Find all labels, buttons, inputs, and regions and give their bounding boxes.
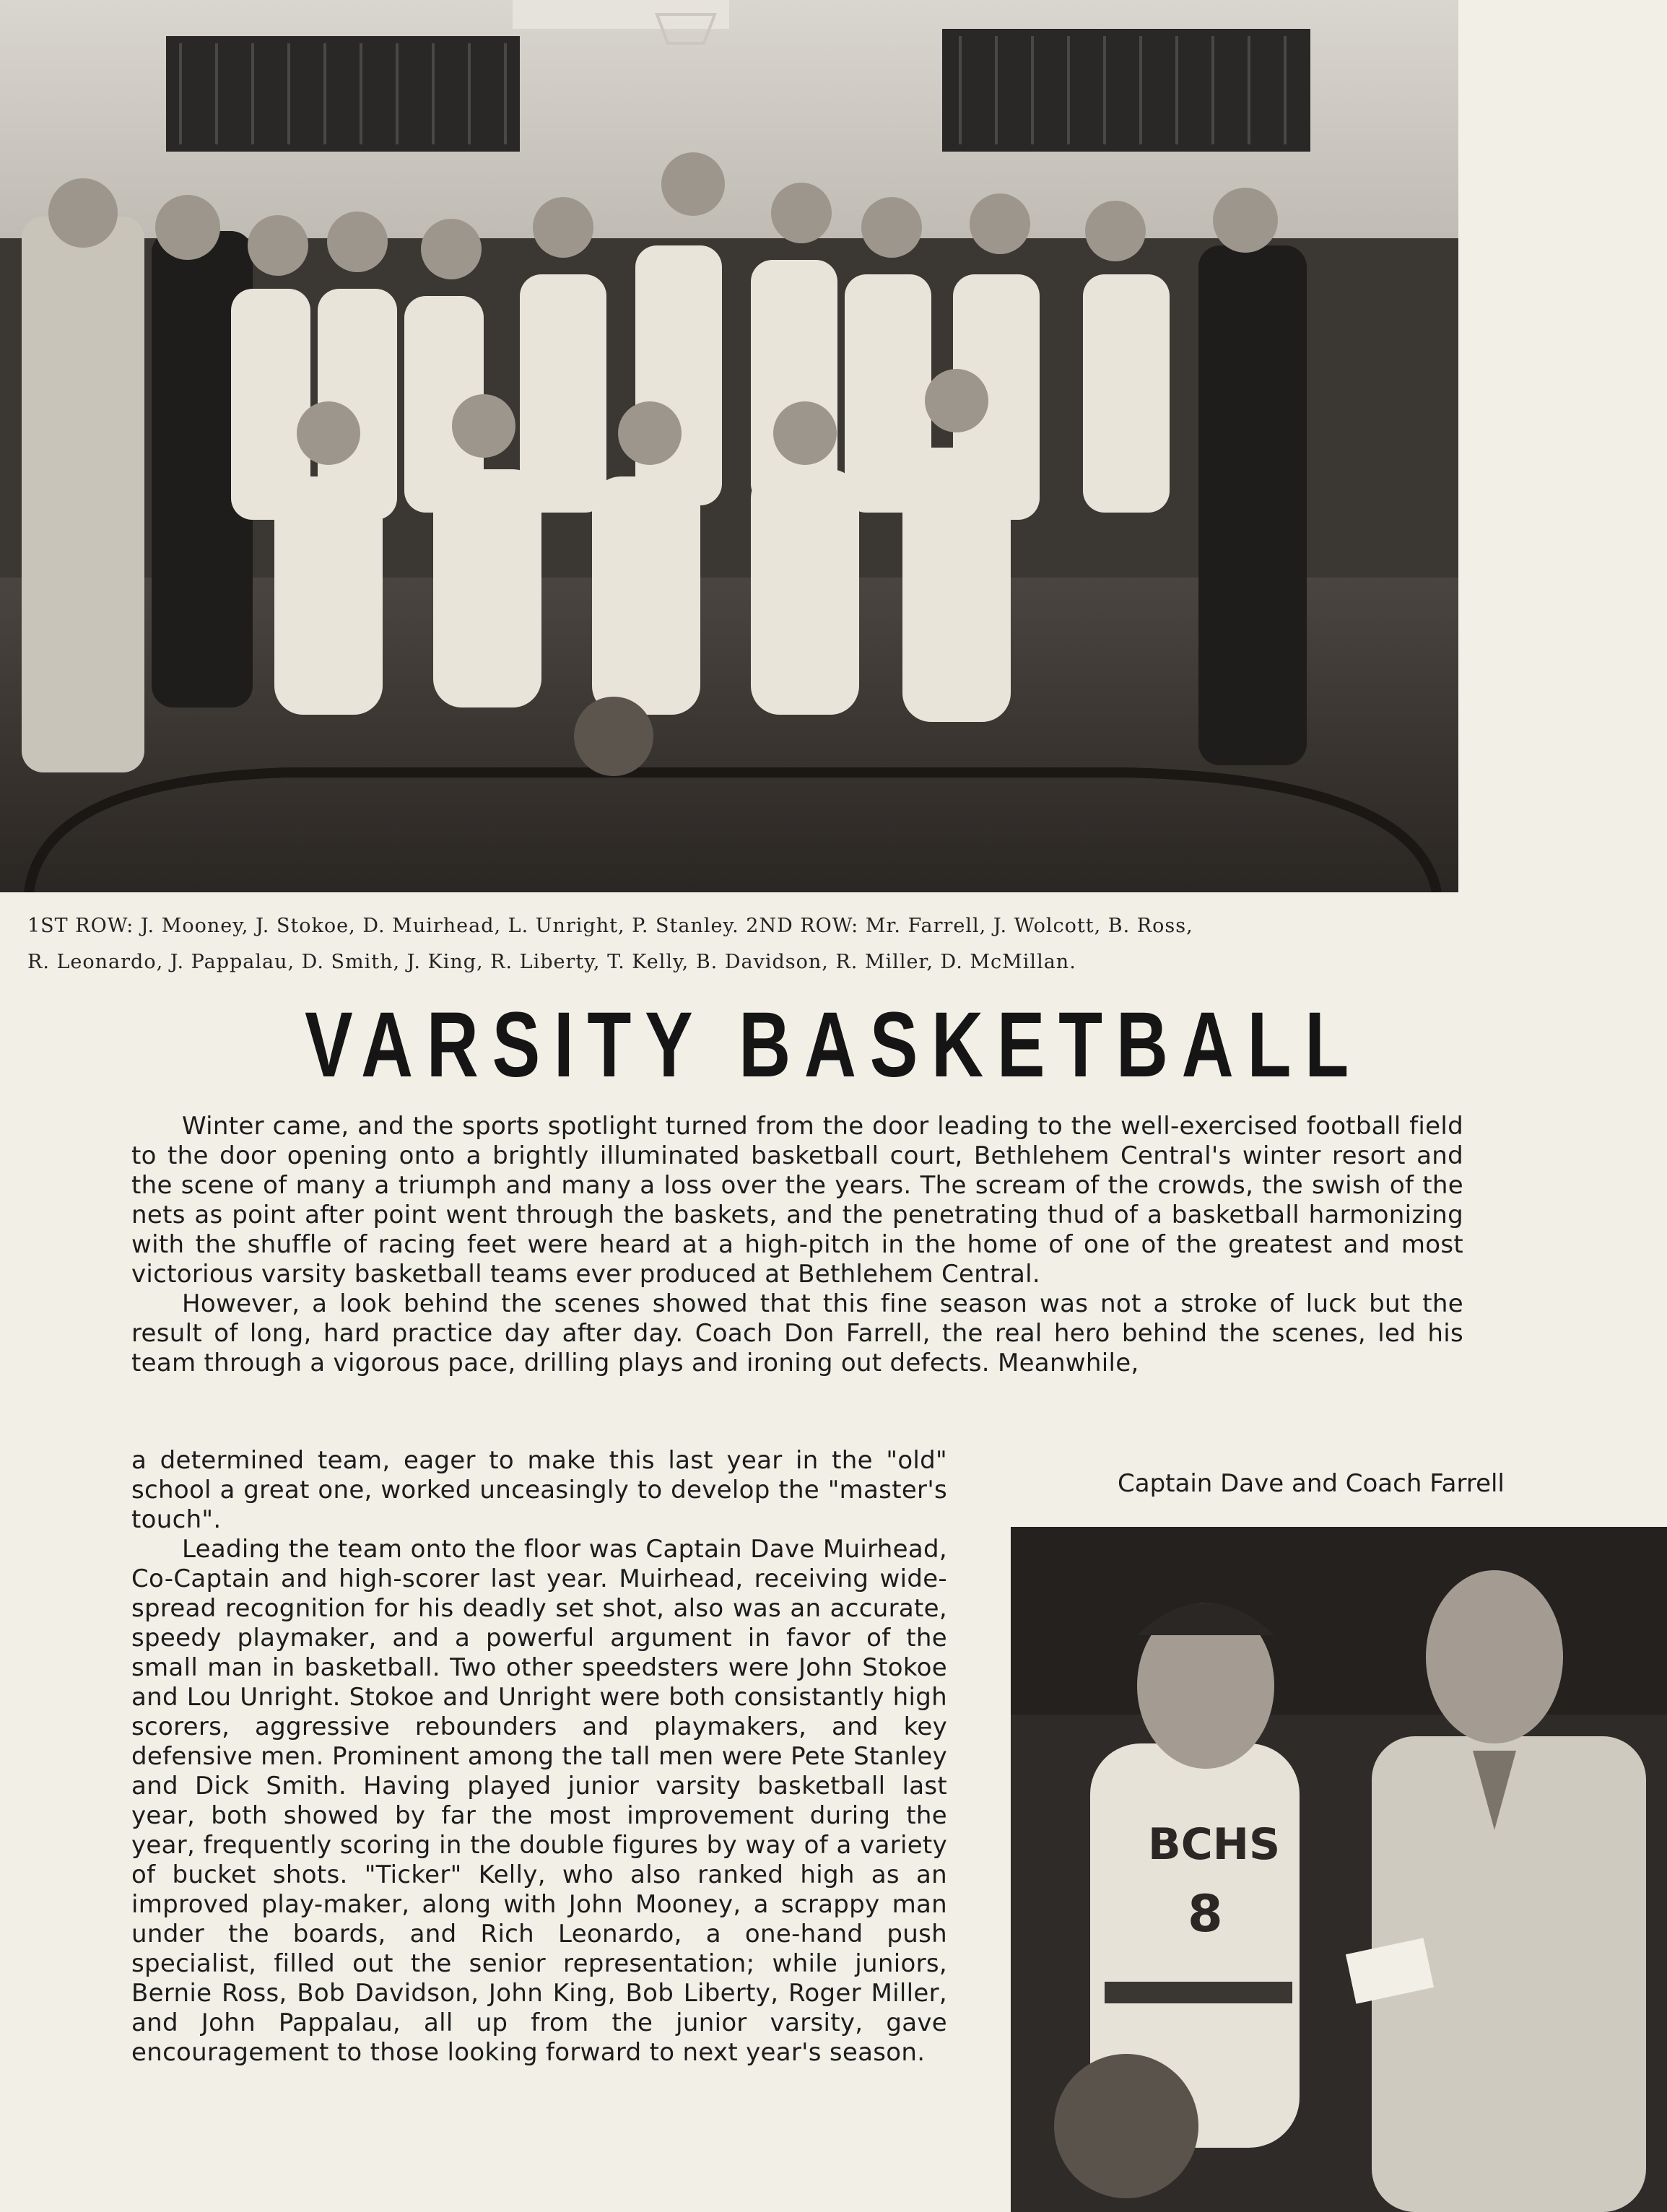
coach-photo-jersey-number: 8 [1188, 1884, 1223, 1943]
page-title: VARSITY BASKETBALL [305, 993, 1362, 1097]
paragraph-1: Winter came, and the sports spotlight turned from the door leading to the well-exercised football field to the door opening onto a brightly illuminated basketball court, Bethlehem Central's winter resort and the scene of many a triumph and many a loss over the years. The scream of the crowds, the swish of the nets as point after point went through the baskets, and the penetrating thud of a basketball harmonizing with the shuffle of racing feet were heard at a high-pitch in the home of one of the greatest and most victorious varsity basketball teams ever produced at Bethlehem Central. [131, 1112, 1463, 1289]
coach-photo-caption: Captain Dave and Coach Farrell [1118, 1469, 1505, 1498]
coach-photo [1011, 1527, 1667, 2212]
caption-line-1: 1ST ROW: J. Mooney, J. Stokoe, D. Muirhead, L. Unright, P. Stanley. 2ND ROW: Mr. Farrell, J. Wolcott, B. Ross, [27, 915, 1193, 937]
team-photo-caption [27, 908, 1442, 980]
coach-photo-jersey-letters: BCHS [1148, 1819, 1281, 1870]
paragraph-2-end: a determined team, eager to make this last year in the "old" school a great one, worked unceasingly to develop the "master's touch". [131, 1446, 947, 1534]
paragraph-2-start: However, a look behind the scenes showed that this fine season was not a stroke of luck but the result of long, hard practice day after day. Coach Don Farrell, the real hero behind the scenes, led his team through a vigorous pace, drilling plays and ironing out defects. Meanwhile, [131, 1289, 1463, 1377]
article-body-narrow [131, 1446, 947, 2068]
caption-line-2: R. Leonardo, J. Pappalau, D. Smith, J. King, R. Liberty, T. Kelly, B. Davidson, R. Miller, D. McMillan. [27, 951, 1076, 973]
team-photo-image [0, 0, 1458, 892]
article-body-wide [131, 1112, 1463, 1378]
coach-photo-image [1011, 1527, 1667, 2212]
paragraph-3: Leading the team onto the floor was Captain Dave Muirhead, Co-Captain and high-scorer last year. Muirhead, receiving wide-spread recognition for his deadly set shot, also was an accurate, speedy playmaker, and a powerful argument in favor of the small man in basketball. Two other speedsters were John Stokoe and Lou Unright. Stokoe and Unright were both consistantly high scorers, aggressive rebounders and playmakers, and key defensive men. Prominent among the tall men were Pete Stanley and Dick Smith. Having played junior varsity basketball last year, both showed by far the most improvement during the year, frequently scoring in the double figures by way of a variety of bucket shots. "Ticker" Kelly, who also ranked high as an improved play-maker, along with John Mooney, a scrappy man under the boards, and Rich Leonardo, a one-hand push specialist, filled out the senior representation; while juniors, Bernie Ross, Bob Davidson, John King, Bob Liberty, Roger Miller, and John Pappalau, all up from the junior varsity, gave encouragement to those looking forward to next year's season. [131, 1535, 947, 2067]
team-photo [0, 0, 1458, 892]
